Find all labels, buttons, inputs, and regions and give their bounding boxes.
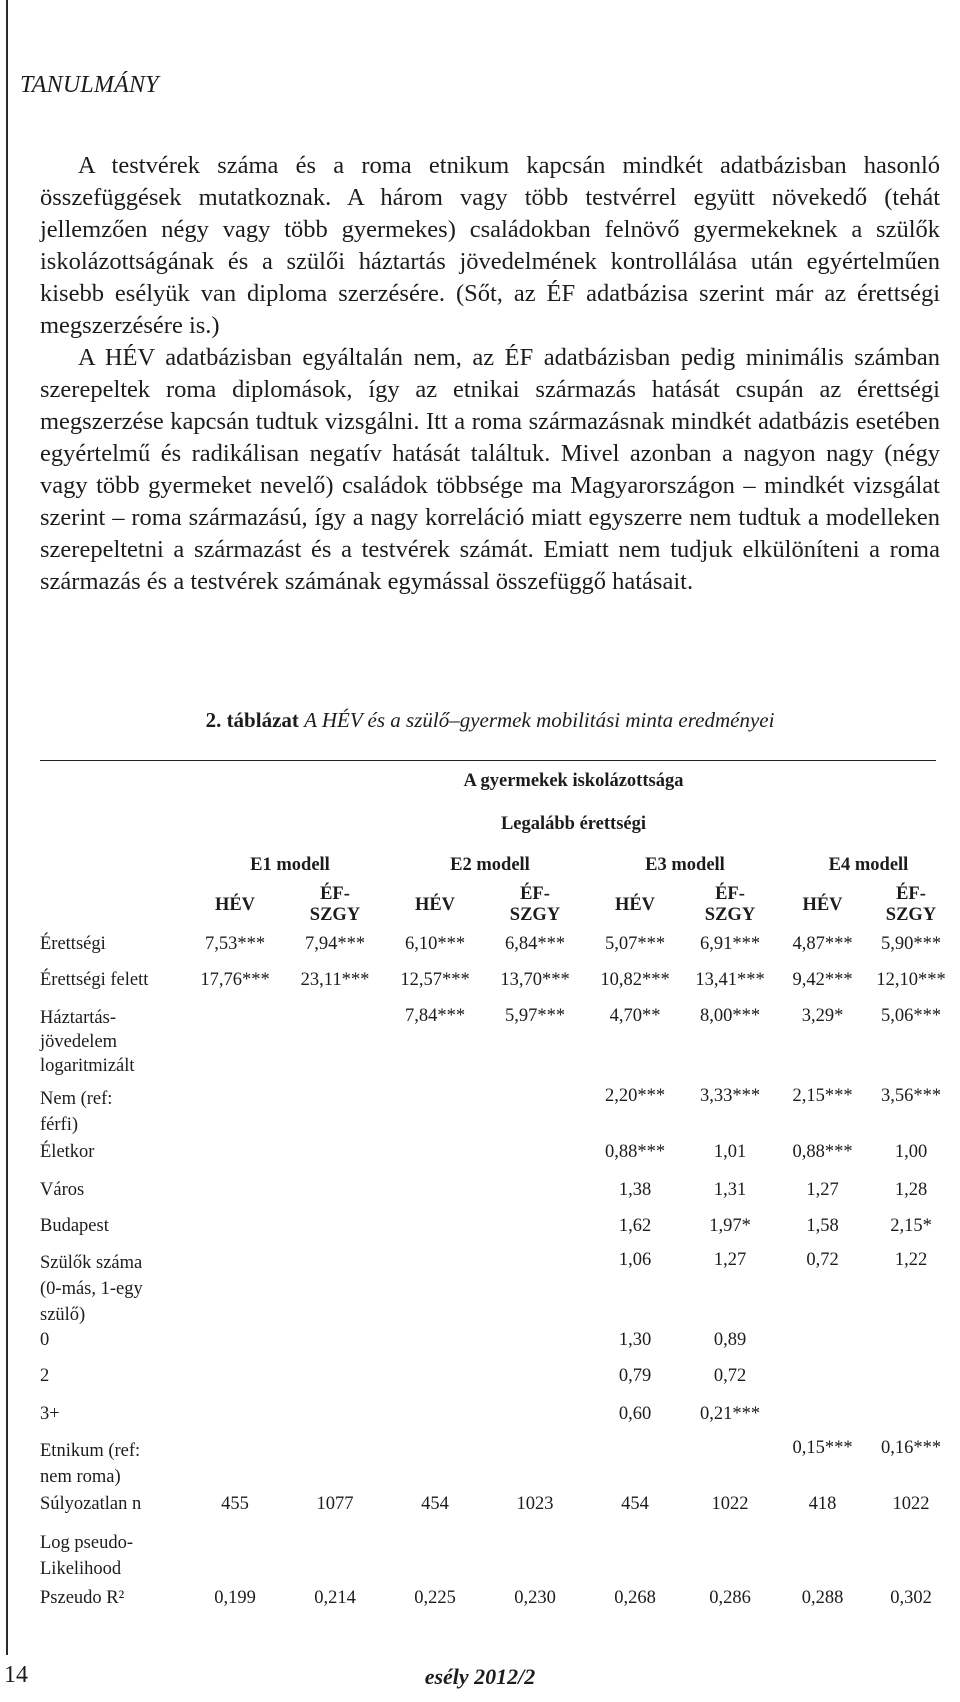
row-label: Érettségi bbox=[40, 934, 106, 954]
paragraph-1: A testvérek száma és a roma etnikum kapcsán mindkét adatbázisban hasonló összefüggések mutatkoznak. A három vagy több testvérrel együtt növekedő (tehát jellemzően négy vagy több gyermekes) családokban felnövő gyermekeknek a szülők iskolázottságának és a szülői háztartás jövedelmének kontrollálása után egyértelműen kisebb esélyük van diploma szerzésére. (Sőt, az ÉF adatbázisa szerint már az érettségi megszerzésére is.) bbox=[40, 152, 940, 339]
table-cell: 5,07*** bbox=[604, 934, 666, 954]
table-cell: 0,88*** bbox=[792, 1142, 853, 1162]
table-cell: 0,15*** bbox=[792, 1438, 853, 1458]
table-cell: 0,268 bbox=[614, 1588, 656, 1608]
row-label: Súlyozatlan n bbox=[40, 1494, 142, 1514]
table-row bbox=[40, 1216, 936, 1250]
table-cell: 5,06*** bbox=[880, 1006, 942, 1026]
column-header: ÉF-SZGY bbox=[885, 884, 937, 925]
table-number: 2. táblázat bbox=[205, 708, 299, 732]
model-header: E2 modell bbox=[450, 855, 530, 875]
table-column-header-row bbox=[40, 884, 936, 926]
table-cell: 17,76*** bbox=[200, 970, 270, 990]
table-cell: 1,00 bbox=[894, 1142, 928, 1162]
row-label: Háztartás-jövedelem logaritmizált bbox=[40, 1008, 135, 1076]
table-title: A HÉV és a szülő–gyermek mobilitási minta eredményei bbox=[304, 708, 775, 732]
table-cell: 1,31 bbox=[713, 1180, 747, 1200]
table-row bbox=[40, 1180, 936, 1216]
column-header: ÉF-SZGY bbox=[704, 884, 756, 925]
table-cell: 4,70** bbox=[609, 1006, 661, 1026]
table-cell: 6,10*** bbox=[404, 934, 466, 954]
table-cell: 1023 bbox=[516, 1494, 554, 1514]
table-cell: 0,72 bbox=[806, 1250, 839, 1270]
row-label: Érettségi felett bbox=[40, 970, 149, 990]
table-row bbox=[40, 1142, 936, 1180]
table-cell: 1,58 bbox=[806, 1216, 839, 1236]
journal-footer: esély 2012/2 bbox=[424, 1664, 536, 1689]
table-row bbox=[40, 1438, 942, 1494]
table-cell: 7,53*** bbox=[204, 934, 266, 954]
table-cell: 1022 bbox=[711, 1494, 749, 1514]
column-header: HÉV bbox=[802, 894, 843, 915]
table-row bbox=[40, 1006, 942, 1086]
table-row bbox=[40, 1404, 936, 1438]
table-row bbox=[40, 1494, 936, 1530]
row-label: Szülők száma (0-más, 1-egy szülő) bbox=[40, 1253, 143, 1325]
table-cell: 3,33*** bbox=[699, 1086, 761, 1106]
column-header: HÉV bbox=[214, 894, 256, 915]
table-cell: 1022 bbox=[892, 1494, 930, 1514]
table-cell: 5,97*** bbox=[504, 1006, 566, 1026]
table-cell: 4,87*** bbox=[792, 934, 853, 954]
row-label: Budapest bbox=[40, 1216, 109, 1236]
table-cell: 0,286 bbox=[709, 1588, 751, 1608]
table-cell: 2,20*** bbox=[604, 1086, 666, 1106]
model-header: E3 modell bbox=[645, 855, 725, 875]
table-cell: 454 bbox=[621, 1494, 649, 1514]
table-cell: 0,214 bbox=[314, 1588, 356, 1608]
table-cell: 7,94*** bbox=[304, 934, 366, 954]
section-header: TANULMÁNY bbox=[20, 72, 159, 98]
model-header: E4 modell bbox=[828, 855, 909, 875]
row-label: 2 bbox=[40, 1366, 50, 1386]
table-cell: 0,288 bbox=[801, 1588, 844, 1608]
table-cell: 0,21*** bbox=[699, 1404, 761, 1424]
row-label: 0 bbox=[40, 1330, 50, 1350]
table-cell: 6,84*** bbox=[504, 934, 566, 954]
row-label: 3+ bbox=[40, 1404, 60, 1424]
table-cell: 5,90*** bbox=[880, 934, 942, 954]
column-header: HÉV bbox=[614, 894, 656, 915]
table-row bbox=[40, 970, 946, 1006]
table-cell: 23,11*** bbox=[300, 970, 370, 990]
row-label: Nem (ref: férfi) bbox=[40, 1089, 113, 1135]
table-cell: 7,84*** bbox=[404, 1006, 466, 1026]
table-row bbox=[40, 1330, 936, 1366]
table-cell: 0,230 bbox=[514, 1588, 556, 1608]
table-cell: 13,41*** bbox=[695, 970, 765, 990]
column-header: ÉF-SZGY bbox=[309, 884, 361, 925]
column-header: ÉF-SZGY bbox=[509, 884, 561, 925]
table-row bbox=[40, 1530, 936, 1588]
table-cell: 12,57*** bbox=[400, 970, 470, 990]
table-cell: 1,28 bbox=[894, 1180, 928, 1200]
table-cell: 0,89 bbox=[713, 1330, 747, 1350]
table-cell: 9,42*** bbox=[792, 970, 853, 990]
model-header: E1 modell bbox=[250, 855, 330, 875]
table-cell: 454 bbox=[421, 1494, 449, 1514]
table-super-header-row bbox=[40, 771, 936, 792]
table-cell: 455 bbox=[221, 1494, 249, 1514]
table-cell: 0,72 bbox=[713, 1366, 747, 1386]
table-cell: 2,15*** bbox=[792, 1086, 853, 1106]
page-number: 14 bbox=[4, 1662, 28, 1688]
table-row bbox=[40, 1086, 942, 1142]
paragraph-2: A HÉV adatbázisban egyáltalán nem, az ÉF adatbázisban pedig minimális számban szerepeltek roma diplomások, így az etnikai származás hatását csupán az érettségi megszerzése kapcsán tudtuk vizsgálni. Itt a roma származásnak mindkét adatbázis esetében egyértelmű és radikálisan negatív hatását találtuk. Mivel azonban a nagyon nagy (négy vagy több gyermeket nevelő) családok többsége ma Magyarországon – mindkét vizsgálat szerint – roma származású, így a nagy korreláció miatt egyszerre nem tudtuk a modelleken szerepeltetni a származást és a testvérek számát. Emiatt nem tudjuk elkülöníteni a roma származás és a testvérek számának egymással összefüggő hatásait. bbox=[40, 344, 940, 595]
table-cell: 1077 bbox=[316, 1494, 354, 1514]
table-cell: 2,15* bbox=[890, 1216, 932, 1236]
table-cell: 1,97* bbox=[709, 1216, 751, 1236]
table-model-header-row bbox=[40, 855, 936, 876]
table-cell: 1,27 bbox=[713, 1250, 747, 1270]
table-cell: 0,225 bbox=[414, 1588, 456, 1608]
table-cell: 8,00*** bbox=[699, 1006, 761, 1026]
table-row bbox=[40, 1250, 936, 1330]
results-table bbox=[40, 760, 946, 1622]
table-cell: 1,22 bbox=[894, 1250, 928, 1270]
table-cell: 0,88*** bbox=[604, 1142, 666, 1162]
row-label: Etnikum (ref: nem roma) bbox=[40, 1441, 141, 1487]
table-cell: 0,79 bbox=[618, 1366, 652, 1386]
table-super-header: A gyermekek iskolázottsága bbox=[463, 771, 684, 791]
left-margin-rule bbox=[6, 0, 8, 1655]
column-header: HÉV bbox=[414, 894, 456, 915]
table-cell: 1,06 bbox=[618, 1250, 652, 1270]
table-cell: 3,29* bbox=[801, 1006, 844, 1026]
table-row bbox=[40, 1588, 936, 1622]
table-caption bbox=[40, 708, 940, 733]
table-cell: 1,30 bbox=[618, 1330, 652, 1350]
table-cell: 1,38 bbox=[618, 1180, 652, 1200]
table-sub-header-row bbox=[40, 814, 936, 835]
table-top-rule bbox=[40, 760, 936, 761]
article-body bbox=[40, 150, 940, 598]
row-label: Életkor bbox=[40, 1142, 95, 1162]
table-cell: 0,60 bbox=[618, 1404, 652, 1424]
table-cell: 418 bbox=[808, 1494, 837, 1514]
table-row bbox=[40, 934, 942, 970]
table-cell: 13,70*** bbox=[500, 970, 570, 990]
table-sub-header: Legalább érettségi bbox=[500, 814, 647, 834]
table-cell: 12,10*** bbox=[876, 970, 946, 990]
table-cell: 1,62 bbox=[618, 1216, 652, 1236]
table-cell: 6,91*** bbox=[699, 934, 761, 954]
row-label: Log pseudo-Likelihood bbox=[40, 1533, 133, 1579]
table-cell: 1,01 bbox=[713, 1142, 747, 1162]
table-cell: 0,16*** bbox=[880, 1438, 942, 1458]
table-row bbox=[40, 1366, 936, 1404]
table-cell: 0,302 bbox=[890, 1588, 932, 1608]
table-cell: 1,27 bbox=[806, 1180, 839, 1200]
table-cell: 10,82*** bbox=[600, 970, 670, 990]
row-label: Város bbox=[40, 1180, 85, 1200]
table-cell: 3,56*** bbox=[880, 1086, 942, 1106]
row-label: Pszeudo R² bbox=[40, 1588, 125, 1608]
table-cell: 0,199 bbox=[214, 1588, 256, 1608]
